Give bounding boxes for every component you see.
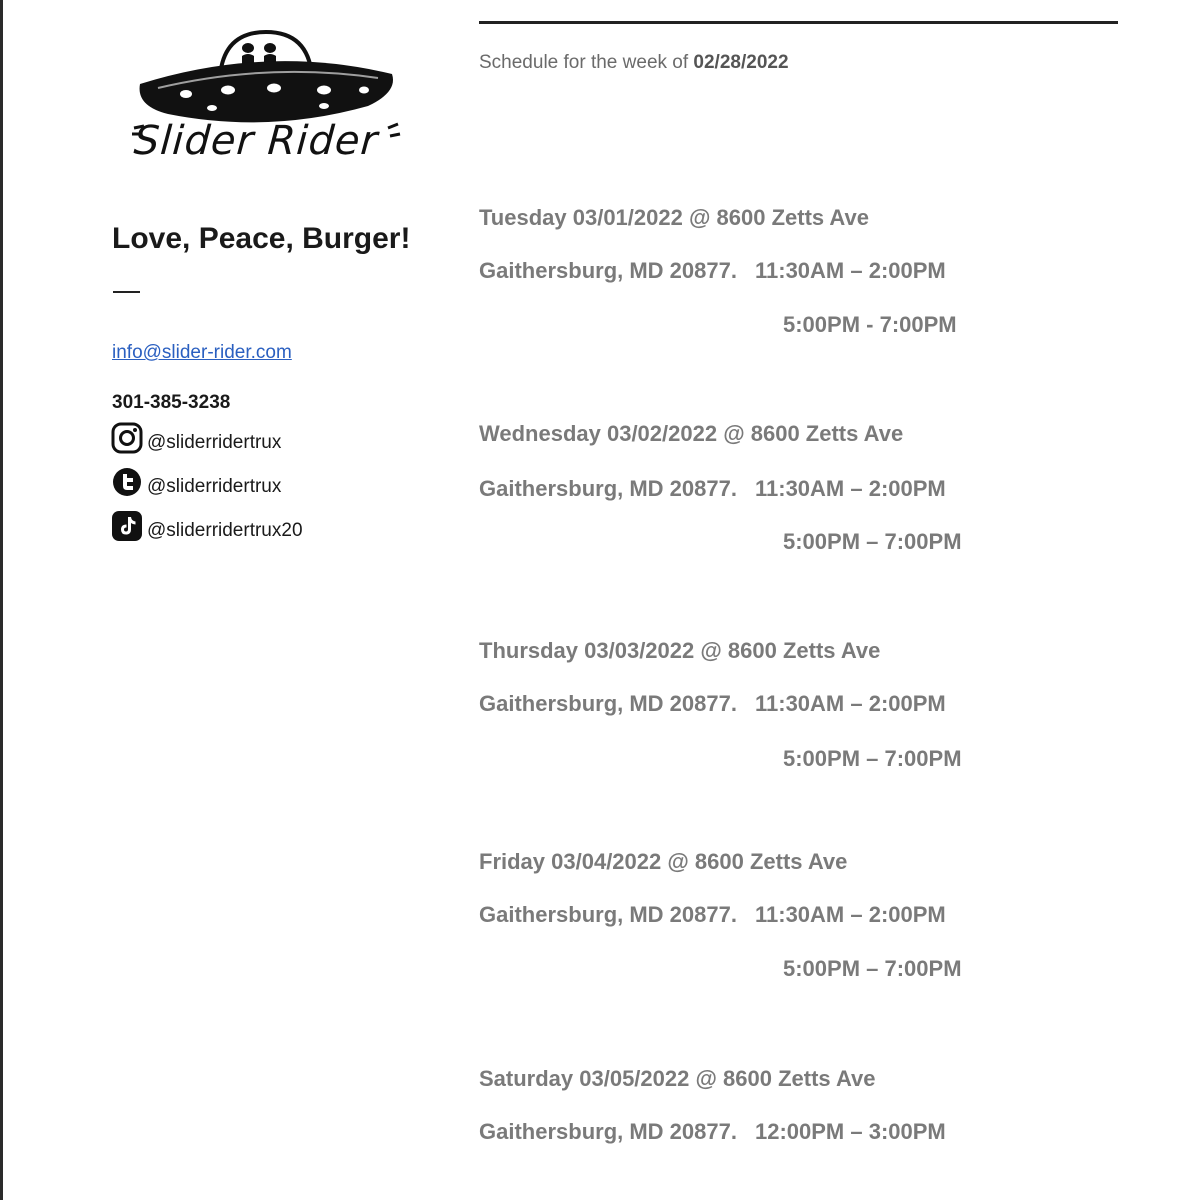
lunch-hours: 11:30AM – 2:00PM xyxy=(754,691,946,716)
day-location-tuesday xyxy=(479,257,946,285)
instagram-icon xyxy=(111,422,143,454)
divider-dash xyxy=(113,291,140,293)
week-prefix: Schedule for the week of xyxy=(479,52,689,73)
day-location-wednesday xyxy=(479,475,946,503)
day-heading-saturday: Saturday 03/05/2022 @ 8600 Zetts Ave xyxy=(479,1066,876,1091)
dinner-hours-friday: 5:00PM – 7:00PM xyxy=(783,956,962,981)
twitter-icon xyxy=(111,466,143,498)
social-tiktok[interactable] xyxy=(111,508,303,542)
tiktok-icon xyxy=(111,510,143,542)
lunch-hours: 11:30AM – 2:00PM xyxy=(754,476,946,501)
lunch-hours: 11:30AM – 2:00PM xyxy=(754,258,946,283)
day-heading-thursday: Thursday 03/03/2022 @ 8600 Zetts Ave xyxy=(479,638,881,663)
city-line: Gaithersburg, MD 20877. xyxy=(479,476,737,501)
city-line: Gaithersburg, MD 20877. xyxy=(479,902,737,927)
week-date: 02/28/2022 xyxy=(693,52,789,73)
page-left-border xyxy=(0,0,3,1200)
dinner-hours-thursday: 5:00PM – 7:00PM xyxy=(783,746,962,771)
city-line: Gaithersburg, MD 20877. xyxy=(479,691,737,716)
dinner-hours-wednesday: 5:00PM – 7:00PM xyxy=(783,529,962,554)
city-line: Gaithersburg, MD 20877. xyxy=(479,1119,737,1144)
social-instagram[interactable] xyxy=(111,420,281,454)
day-location-friday xyxy=(479,901,946,929)
logo-wordmark: Slider Rider xyxy=(132,118,380,164)
phone-number: 301-385-3238 xyxy=(112,392,231,413)
lunch-hours: 11:30AM – 2:00PM xyxy=(754,902,946,927)
header-rule xyxy=(479,21,1118,24)
day-location-saturday xyxy=(479,1118,946,1146)
twitter-handle: @sliderridertrux xyxy=(147,476,282,497)
tagline: Love, Peace, Burger! xyxy=(112,222,411,255)
lunch-hours: 12:00PM – 3:00PM xyxy=(754,1119,946,1144)
tiktok-handle: @sliderridertrux20 xyxy=(147,520,303,541)
social-twitter[interactable] xyxy=(111,464,281,498)
day-heading-friday: Friday 03/04/2022 @ 8600 Zetts Ave xyxy=(479,849,848,874)
dinner-hours-tuesday: 5:00PM - 7:00PM xyxy=(783,312,957,337)
city-line: Gaithersburg, MD 20877. xyxy=(479,258,737,283)
schedule-week-line xyxy=(479,52,789,74)
instagram-handle: @sliderridertrux xyxy=(147,432,282,453)
day-heading-wednesday: Wednesday 03/02/2022 @ 8600 Zetts Ave xyxy=(479,421,904,446)
day-heading-tuesday: Tuesday 03/01/2022 @ 8600 Zetts Ave xyxy=(479,205,869,230)
email-link[interactable]: info@slider-rider.com xyxy=(112,342,292,363)
day-location-thursday xyxy=(479,690,946,718)
